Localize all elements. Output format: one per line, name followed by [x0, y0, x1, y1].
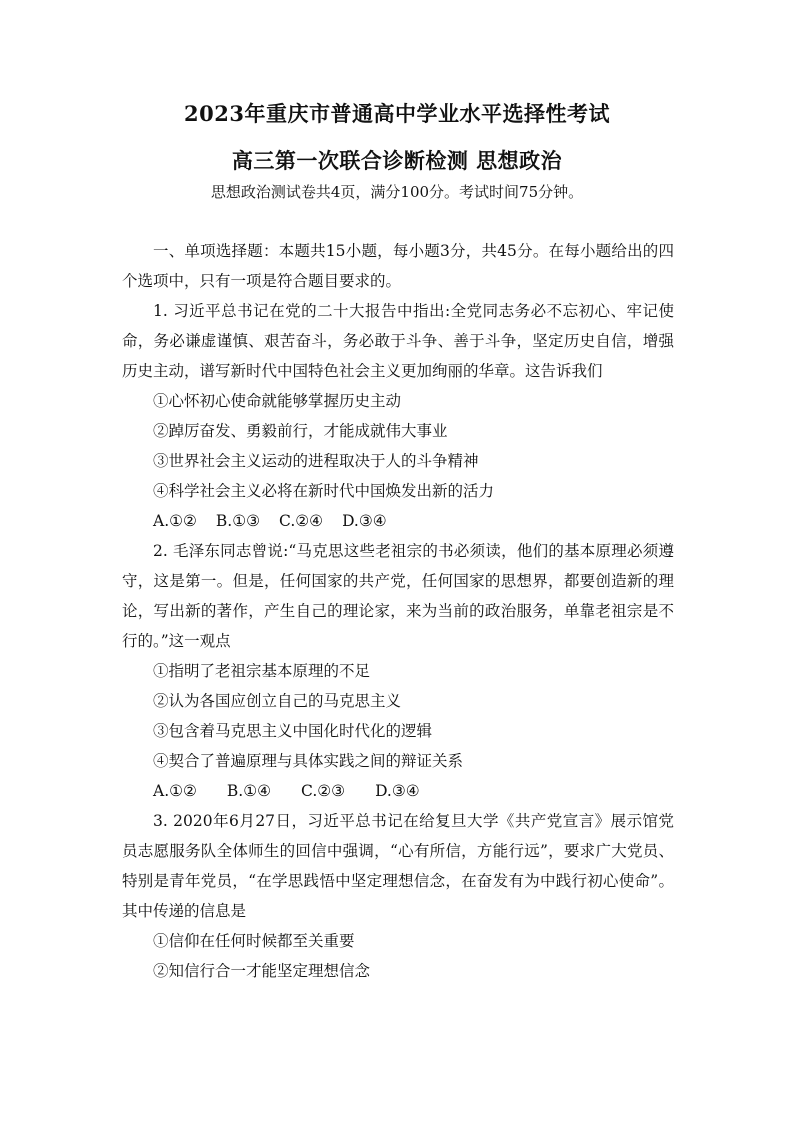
question-stem: 2. 毛泽东同志曾说:“马克思这些老祖宗的书必须读，他们的基本原理必须遵守，这是第一。但是，任何国家的共产党，任何国家的思想界，都要创造新的理论，写出新的著作，产生自己的理论家，来为当前的政治服务，单靠老祖宗是不行的。”这一观点 [122, 542, 674, 650]
exam-subject-title: 高三第一次联合诊断检测 思想政治 [231, 148, 563, 173]
question-option: ①心怀初心使命就能够掌握历史主动 [153, 392, 402, 410]
exam-body [122, 236, 674, 986]
question-option: ③包含着马克思主义中国化时代化的逻辑 [153, 722, 433, 740]
choice-d: D.③④ [342, 512, 387, 530]
question-option: ④契合了普遍原理与具体实践之间的辩证关系 [153, 752, 464, 770]
question-option: ①指明了老祖宗基本原理的不足 [153, 662, 371, 680]
answer-choices [122, 506, 674, 536]
choice-b: B.①③ [215, 512, 261, 530]
choice-a: A.①② [153, 782, 197, 800]
question-stem: 3. 2020年6月27日，习近平总书记在给复旦大学《共产党宣言》展示馆党员志愿服务队全体师生的回信中强调，“心有所信，方能行远”，要求广大党员、特别是青年党员，“在学思践悟中坚定理想信念，在奋发有为中践行初心使命”。其中传递的信息是 [122, 812, 674, 920]
exam-info: 思想政治测试卷共4页，满分100分。考试时间75分钟。 [210, 183, 584, 201]
question-option: ②认为各国应创立自己的马克思主义 [153, 692, 402, 710]
question-3 [122, 806, 674, 986]
question-option: ③世界社会主义运动的进程取决于人的斗争精神 [153, 452, 479, 470]
choice-b: B.①④ [226, 782, 272, 800]
question-option: ②知信行合一才能坚定理想信念 [153, 962, 371, 980]
question-option: ②踔厉奋发、勇毅前行，才能成就伟大事业 [153, 422, 448, 440]
answer-choices [122, 776, 674, 806]
choice-c: C.②③ [301, 782, 346, 800]
choice-c: C.②④ [279, 512, 324, 530]
choice-d: D.③④ [375, 782, 420, 800]
question-stem: 1. 习近平总书记在党的二十大报告中指出:全党同志务必不忘初心、牢记使命，务必谦虚谨慎、艰苦奋斗，务必敢于斗争、善于斗争，坚定历史自信，增强历史主动，谱写新时代中国特色社会主义更加绚丽的华章。这告诉我们 [122, 302, 674, 380]
question-2 [122, 536, 674, 806]
question-option: ④科学社会主义必将在新时代中国焕发出新的活力 [153, 482, 495, 500]
section-intro: 一、单项选择题：本题共15小题，每小题3分，共45分。在每小题给出的四个选项中，只有一项是符合题目要求的。 [122, 242, 674, 290]
question-1 [122, 296, 674, 536]
question-option: ①信仰在任何时候都至关重要 [153, 932, 355, 950]
exam-title: 2023年重庆市普通高中学业水平选择性考试 [184, 101, 610, 126]
choice-a: A.①② [153, 512, 197, 530]
